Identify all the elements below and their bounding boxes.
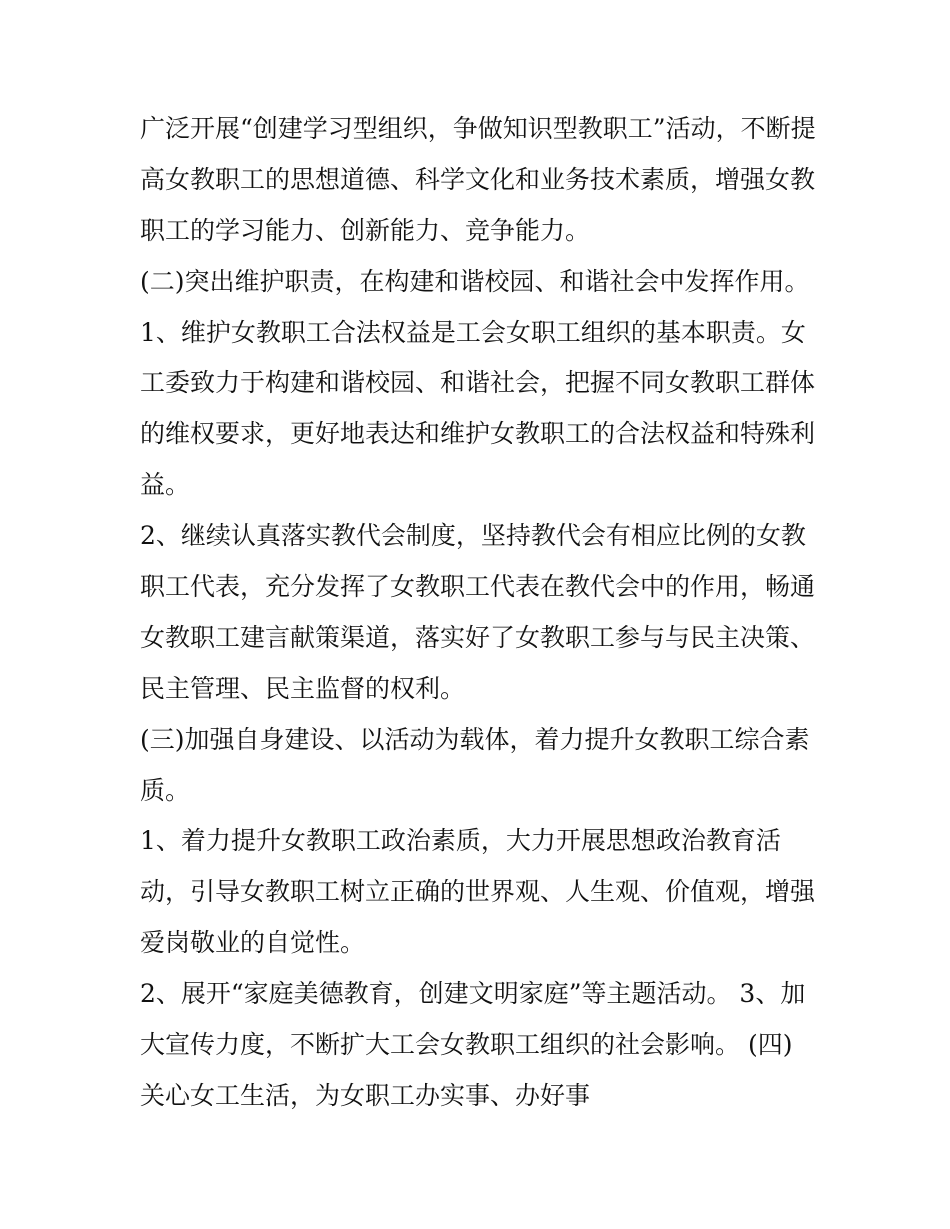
document-body [140,104,820,1122]
text-line: 女教职工建言献策渠道，落实好了女教职工参与与民主决策、 [140,622,816,652]
text-line: 1、维护女教职工合法权益是工会女职工组织的基本职责。女 [140,317,806,347]
text-line: 2、继续认真落实教代会制度，坚持教代会有相应比例的女教 [140,521,806,551]
text-line: 1、着力提升女教职工政治素质，大力开展思想政治教育活 [140,826,781,856]
text-line: 关心女工生活，为女职工办实事、办好事 [140,1080,591,1110]
section-heading: (三)加强自身建设、以活动为载体，着力提升女教职工综合素 [140,724,810,754]
text-line: 动，引导女教职工树立正确的世界观、人生观、价值观，增强 [140,877,816,907]
text-line: 民主管理、民主监督的权利。 [140,673,466,703]
text-line: 爱岗敬业的自觉性。 [140,928,366,958]
text-line: 工委致力于构建和谐校园、和谐社会，把握不同女教职工群体 [140,368,816,398]
text-line: 2、展开“家庭美德教育，创建文明家庭”等主题活动。 3、加 [140,979,806,1009]
text-line: 益。 [140,470,191,500]
section-heading: (二)突出维护职责，在构建和谐校园、和谐社会中发挥作用。 [140,266,810,296]
text-line: 大宣传力度，不断扩大工会女教职工组织的社会影响。 (四) [140,1030,793,1060]
text-line: 职工的学习能力、创新能力、竞争能力。 [140,215,591,245]
text-line: 高女教职工的思想道德、科学文化和业务技术素质，增强女教 [140,164,816,194]
text-line: 的维权要求，更好地表达和维护女教职工的合法权益和特殊利 [140,419,816,449]
text-line: 质。 [140,775,191,805]
text-line: 职工代表，充分发挥了女教职工代表在教代会中的作用，畅通 [140,572,816,602]
text-line: 广泛开展“创建学习型组织，争做知识型教职工”活动，不断提 [140,114,816,143]
